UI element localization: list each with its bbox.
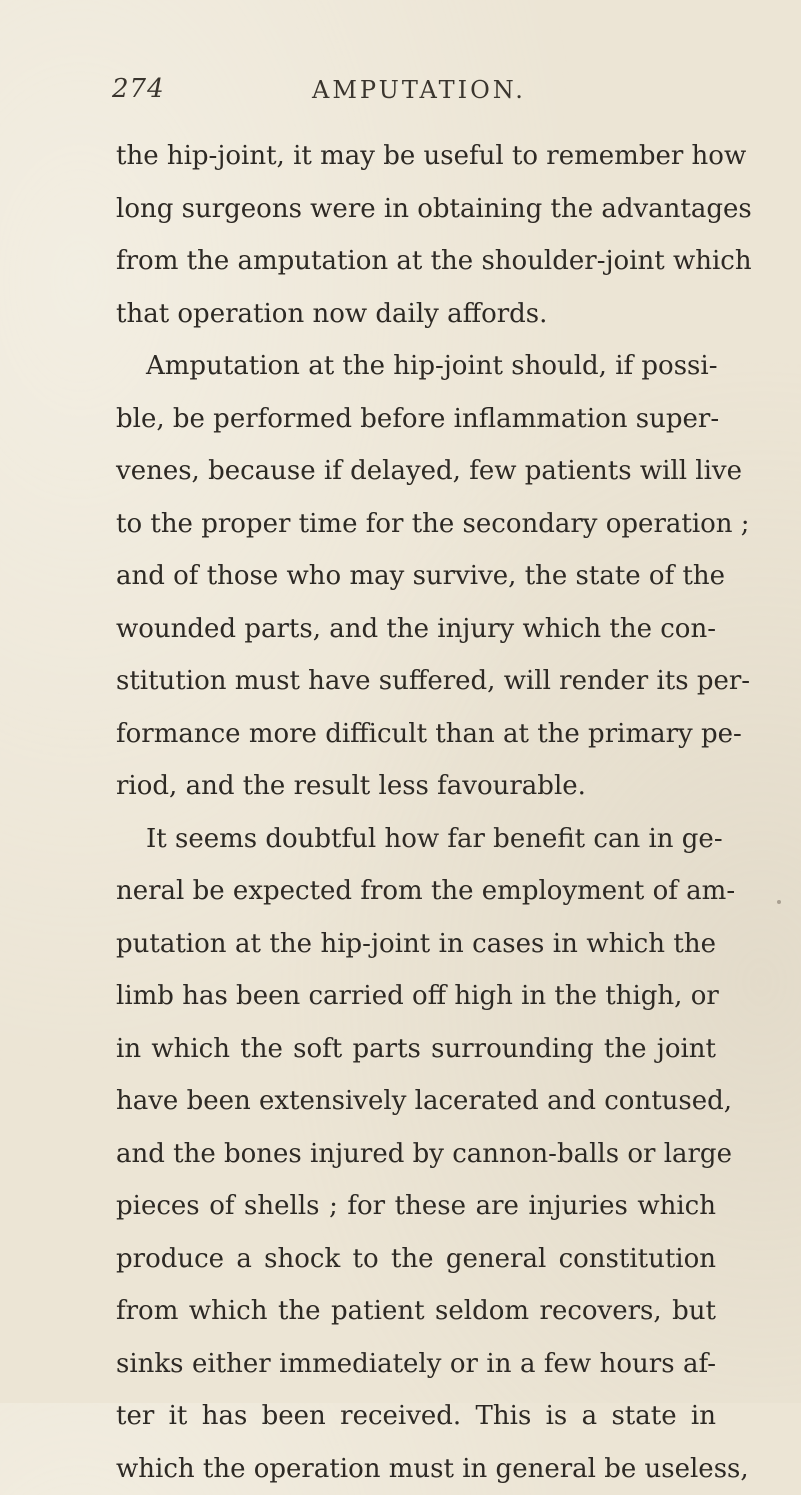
text-line: produce a shock to the general constitution [116, 1233, 716, 1286]
text-line: wounded parts, and the injury which the con- [116, 603, 716, 656]
text-line: sinks either immediately or in a few hours af- [116, 1338, 716, 1391]
running-title: AMPUTATION. [312, 76, 526, 104]
text-line: ter it has been received. This is a state in [116, 1390, 716, 1443]
text-line: Amputation at the hip-joint should, if possi- [116, 340, 716, 393]
text-line: pieces of shells ; for these are injuries which [116, 1180, 716, 1233]
text-line: in which the soft parts surrounding the joint [116, 1023, 716, 1076]
text-line: formance more difficult than at the primary pe- [116, 708, 716, 761]
body-text [116, 130, 716, 1495]
text-line: that operation now daily affords. [116, 288, 716, 341]
text-line: and of those who may survive, the state of the [116, 550, 716, 603]
text-line: from the amputation at the shoulder-joint which [116, 235, 716, 288]
text-line: neral be expected from the employment of am- [116, 865, 716, 918]
text-line: the hip-joint, it may be useful to remember how [116, 130, 716, 183]
text-line: riod, and the result less favourable. [116, 760, 716, 813]
text-line: which the operation must in general be useless, [116, 1443, 716, 1495]
paper-speck [777, 900, 781, 904]
text-line: limb has been carried off high in the thigh, or [116, 970, 716, 1023]
text-line: to the proper time for the secondary operation ; [116, 498, 716, 551]
text-line: putation at the hip-joint in cases in which the [116, 918, 716, 971]
running-head [112, 74, 672, 114]
text-line: from which the patient seldom recovers, but [116, 1285, 716, 1338]
text-line: have been extensively lacerated and contused, [116, 1075, 716, 1128]
text-line: ble, be performed before inflammation super- [116, 393, 716, 446]
text-line: and the bones injured by cannon-balls or large [116, 1128, 716, 1181]
text-line: long surgeons were in obtaining the advantages [116, 183, 716, 236]
text-line: stitution must have suffered, will render its per- [116, 655, 716, 708]
page-number: 274 [112, 74, 165, 104]
text-line: It seems doubtful how far benefit can in ge- [116, 813, 716, 866]
text-line: venes, because if delayed, few patients will live [116, 445, 716, 498]
